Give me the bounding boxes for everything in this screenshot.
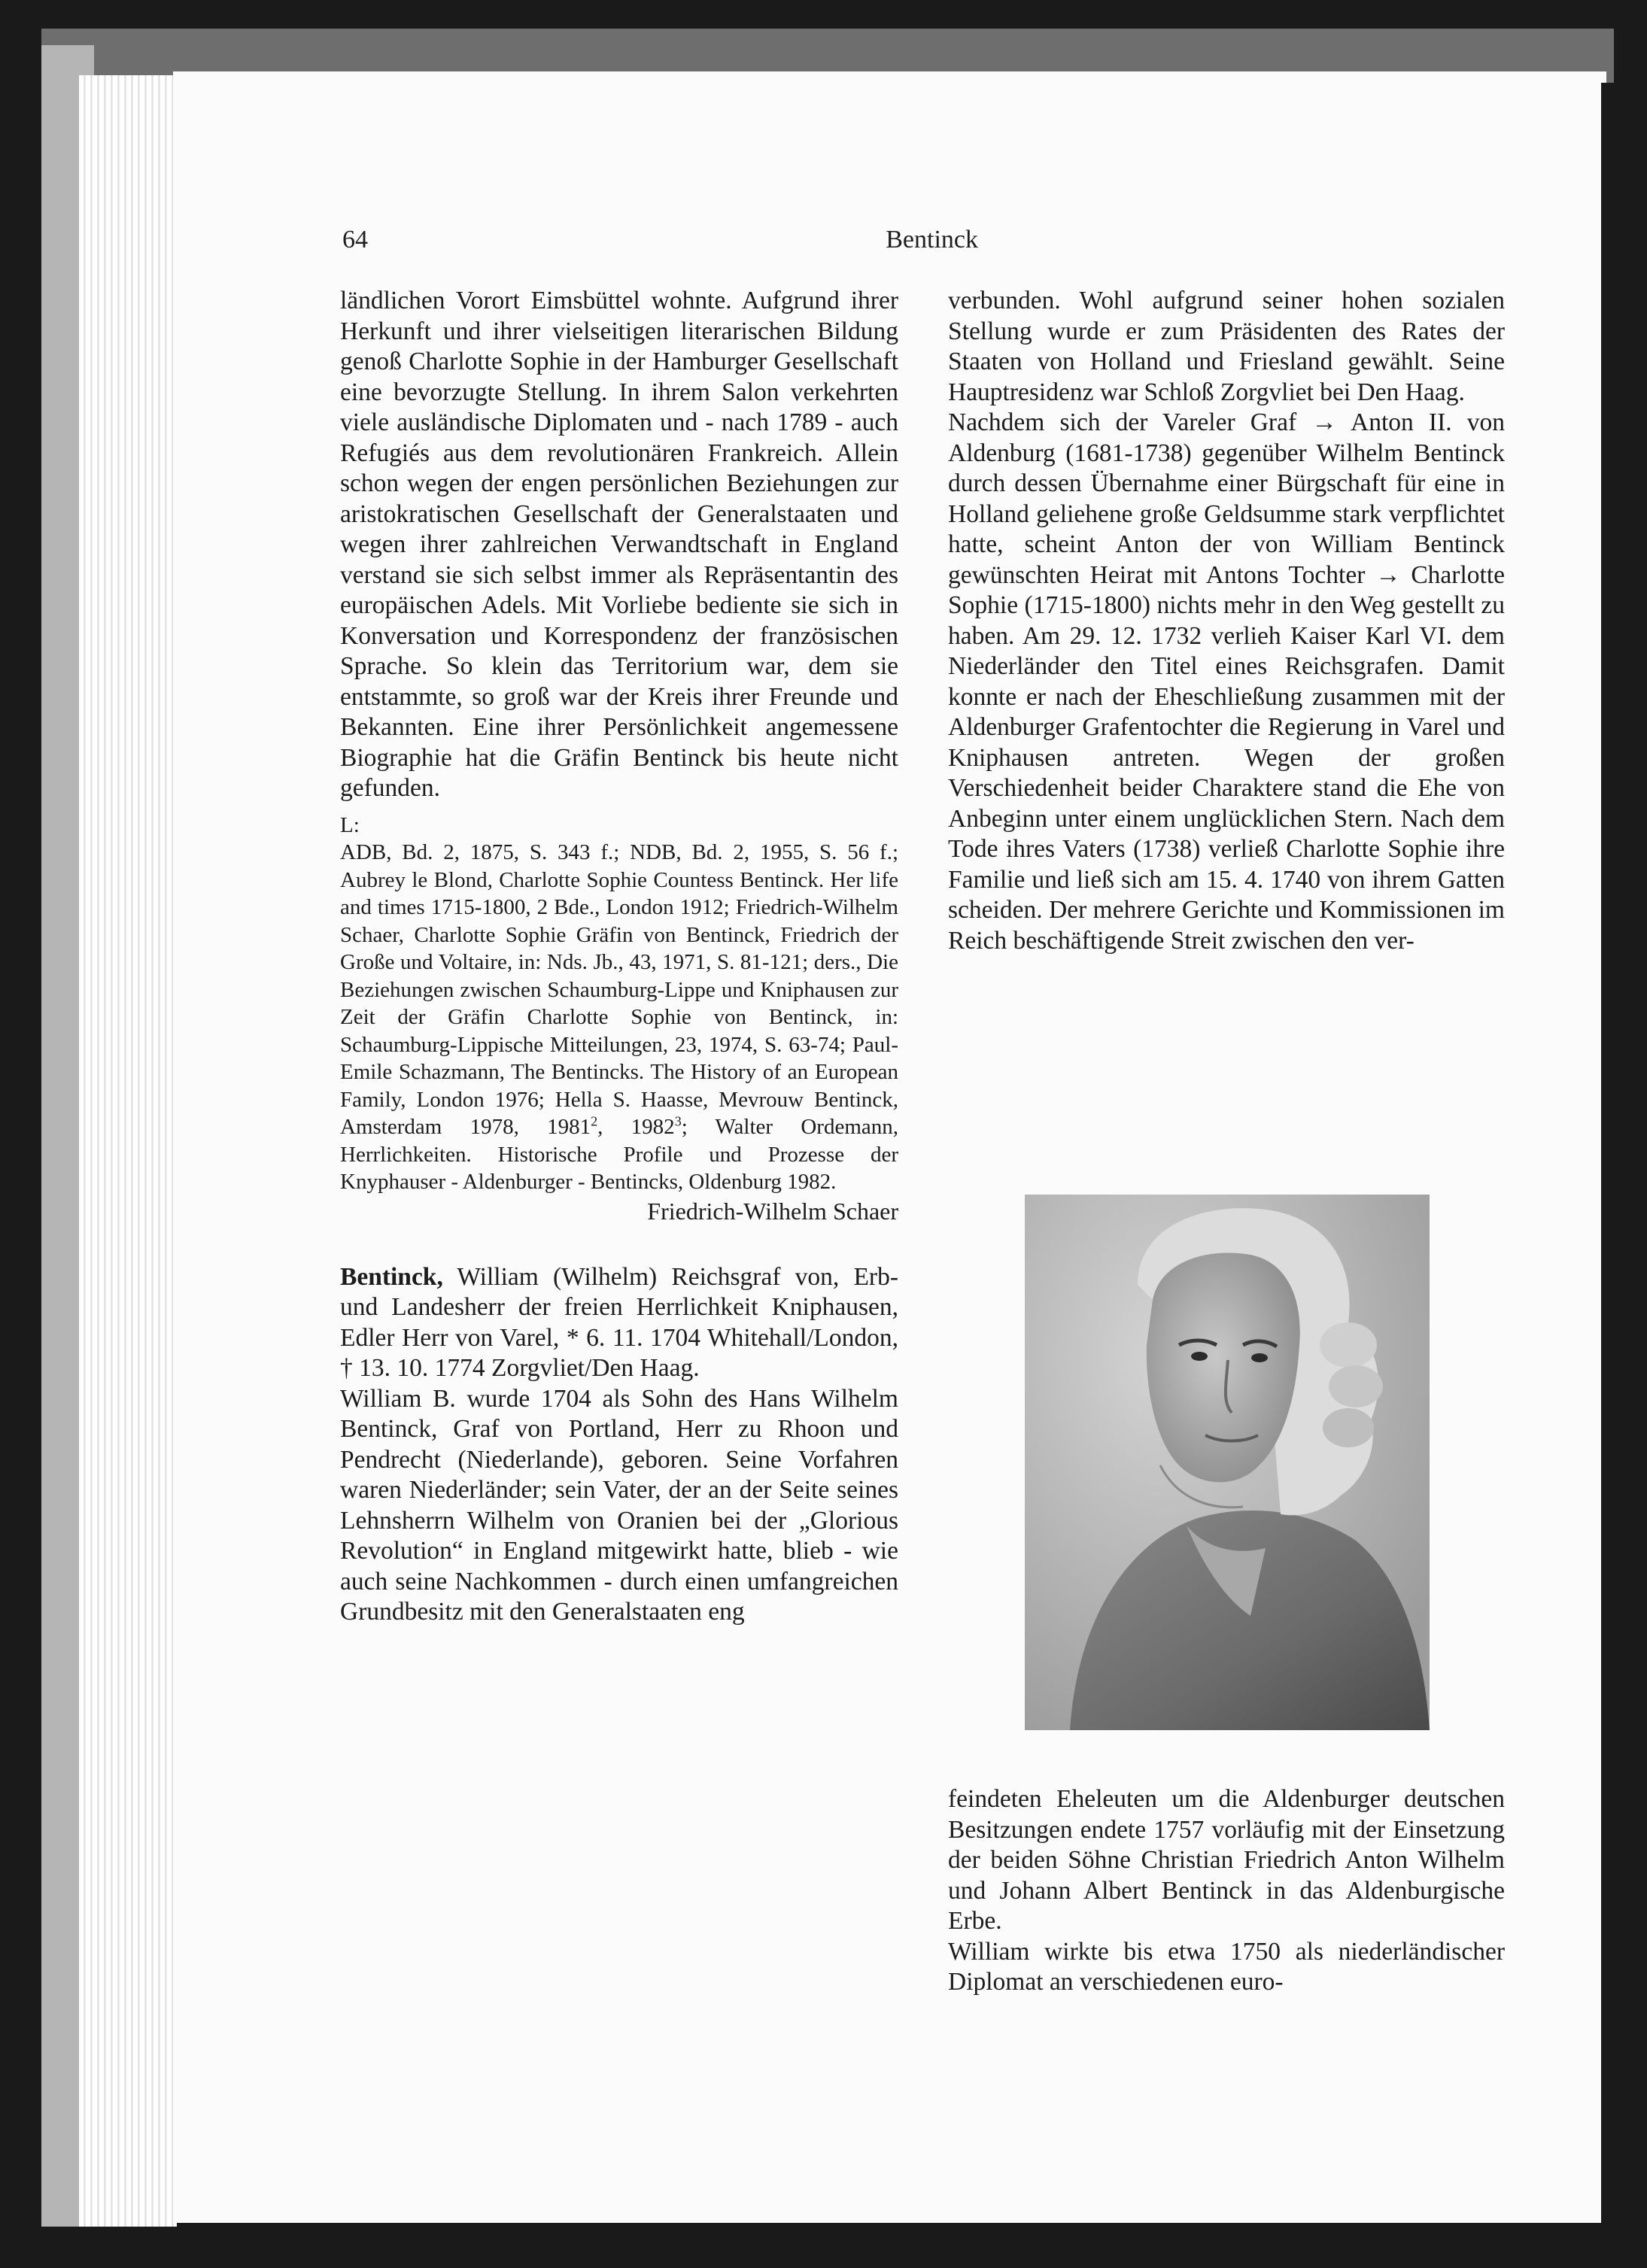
literature-references [340, 839, 898, 1196]
lemma-entry [340, 1262, 898, 1384]
literature-label: L: [340, 812, 360, 837]
paragraph: feindeten Eheleuten um die Aldenburger deutschen Besitzungen endete 1757 vorläufig mit der Einsetzung der beiden Söhne Christian Friedrich Anton Wilhelm und Johann Albert Bentinck in das Aldenburgische Erbe. [948, 1785, 1505, 1935]
literature-text: ADB, Bd. 2, 1875, S. 343 f.; NDB, Bd. 2, 1955, S. 56 f.; Aubrey le Blond, Charlotte Sophie Countess Bentinck. Her life and times 1715-1800, 2 Bde., London 1912; Friedrich-Wilhelm Schaer, Charlotte Sophie Gräfin von Bentinck, Friedrich der Große und Voltaire, in: Nds. Jb., 43, 1971, S. 81-121; ders., Die Beziehungen zwischen Schaumburg-Lippe und Kniphausen zur Zeit der Gräfin Charlotte Sophie von Bentinck, in: Schaumburg-Lippische Mitteilungen, 23, 1974, S. 63-74; Paul-Emile Schazmann, The Bentincks. The History of an European Family, London 1976; Hella S. Haasse, Mevrouw Bentinck, Amsterdam 1978, 1981 [340, 840, 898, 1139]
right-column-top [948, 286, 1505, 956]
running-title: Bentinck [886, 226, 978, 254]
left-column [340, 286, 898, 1628]
page-edges [79, 75, 177, 2227]
portrait-image [1025, 1195, 1430, 1730]
literature-text: ; Walter Ordemann, Herrlichkeiten. Historische Profile und Prozesse der Knyphauser - Aldenburger - Bentincks, Oldenburg 1982. [340, 1115, 899, 1194]
portrait-drawing [1025, 1195, 1430, 1730]
lemma-name: Bentinck, [340, 1262, 443, 1291]
entry-separator [340, 1226, 898, 1262]
page-header [342, 226, 982, 263]
edition-superscript: 2 [591, 1113, 598, 1129]
page-number: 64 [342, 226, 368, 254]
right-column-bottom [948, 1784, 1505, 1998]
paragraph: Nachdem sich der Vareler Graf → Anton II. von Aldenburg (1681-1738) gegenüber Wilhelm Bentinck durch dessen Übernahme einer Bürgschaft für eine in Holland geliehene große Geldsumme stark verpflichtet hatte, scheint Anton der von William Bentinck gewünschten Heirat mit Antons Tochter → Charlotte Sophie (1715-1800) nichts mehr in den Weg gestellt zu haben. Am 29. 12. 1732 verlieh Kaiser Karl VI. dem Niederländer den Titel eines Reichsgrafen. Damit konnte er nach der Eheschließung zusammen mit der Aldenburger Grafentochter die Regierung in Varel und Kniphausen antreten. Wegen der großen Verschiedenheit beider Charaktere stand die Ehe von Anbeginn unter einem unglücklichen Stern. Nach dem Tode ihres Vaters (1738) verließ Charlotte Sophie ihre Familie und ließ sich am 15. 4. 1740 von ihrem Gatten scheiden. Der mehrere Gerichte und Kommissionen im Reich beschäftigende Streit zwischen den ver- [948, 408, 1505, 955]
author-signature: Friedrich-Wilhelm Schaer [647, 1197, 898, 1225]
edition-superscript: 3 [674, 1113, 682, 1129]
paragraph: William B. wurde 1704 als Sohn des Hans Wilhelm Bentinck, Graf von Portland, Herr zu Rhoon und Pendrecht (Niederlande), geboren. Seine Vorfahren waren Niederländer; sein Vater, der an der Seite seines Lehnsherrn Wilhelm von Oranien bei der „Glorious Revolution“ in England mitgewirkt hatte, blieb - wie auch seine Nachkommen - durch einen umfangreichen Grundbesitz mit den Generalstaaten eng [340, 1384, 898, 1626]
paragraph: ländlichen Vorort Eimsbüttel wohnte. Aufgrund ihrer Herkunft und ihrer vielseitigen literarischen Bildung genoß Charlotte Sophie in der Hamburger Gesellschaft eine bevorzugte Stellung. In ihrem Salon verkehrten viele ausländische Diplomaten und - nach 1789 - auch Refugiés aus dem revolutionären Frankreich. Allein schon wegen der engen persönlichen Beziehungen zur aristokratischen Gesellschaft der Generalstaaten und wegen ihrer zahlreichen Verwandtschaft in England verstand sie sich selbst immer als Repräsentantin des europäischen Adels. Mit Vorliebe bediente sie sich in Konversation und Korrespondenz der französischen Sprache. So klein das Territorium war, dem sie entstammte, so groß war der Kreis ihrer Freunde und Bekannten. Eine ihrer Persönlichkeit angemessene Biographie hat die Gräfin Bentinck bis heute nicht gefunden. [340, 287, 898, 802]
literature-text: , 1982 [597, 1115, 675, 1139]
paragraph: verbunden. Wohl aufgrund seiner hohen sozialen Stellung wurde er zum Präsidenten des Rates der Staaten von Holland und Friesland gewählt. Seine Hauptresidenz war Schloß Zorgvliet bei Den Haag. [948, 287, 1505, 406]
lemma-details: William (Wilhelm) Reichsgraf von, Erb- und Landesherr der freien Herrlichkeit Kniphausen, Edler Herr von Varel, * 6. 11. 1704 Whitehall/London, † 13. 10. 1774 Zorgvliet/Den Haag. [340, 1262, 898, 1382]
book-gutter-right [1601, 83, 1647, 2268]
paragraph: William wirkte bis etwa 1750 als niederländischer Diplomat an verschiedenen euro- [948, 1937, 1505, 1996]
